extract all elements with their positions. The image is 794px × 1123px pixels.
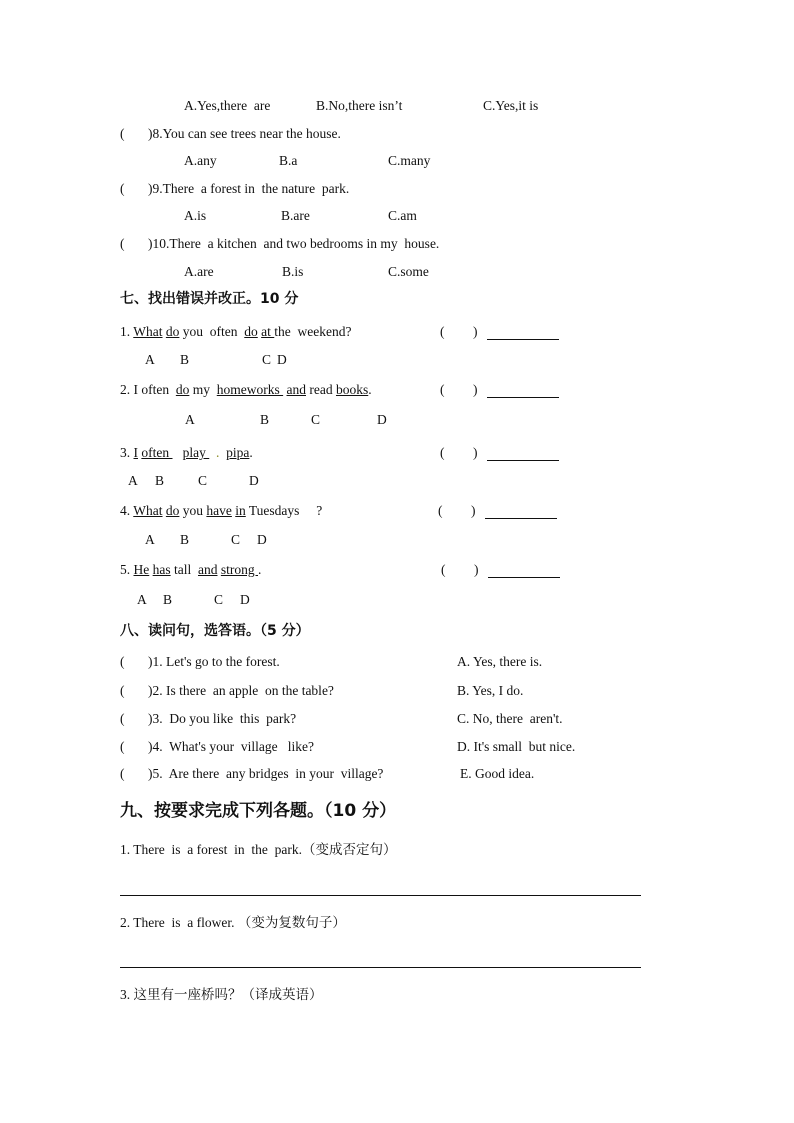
q7-option-b: B.No,there isn’t bbox=[316, 98, 403, 113]
underlined-segment: and bbox=[198, 562, 218, 577]
option-c: C.am bbox=[388, 208, 417, 223]
option-letter: B bbox=[260, 412, 270, 427]
underlined-segment: pipa bbox=[226, 445, 250, 460]
underlined-segment: do bbox=[165, 503, 180, 518]
sentence-segment: 1. bbox=[120, 324, 134, 339]
answer-line-1[interactable] bbox=[120, 895, 641, 896]
underlined-segment: at bbox=[261, 324, 275, 339]
option-b: B.a bbox=[279, 153, 298, 168]
answer-paren-open: ( bbox=[438, 503, 443, 518]
sentence-segment bbox=[173, 445, 183, 460]
sentence-segment: . bbox=[209, 445, 227, 460]
answer-paren: ( bbox=[120, 181, 125, 196]
option-letter: C bbox=[311, 412, 321, 427]
underlined-segment: do bbox=[165, 324, 180, 339]
option-letter: B bbox=[180, 352, 190, 367]
option-a: A.is bbox=[184, 208, 207, 223]
sentence-segment: . bbox=[368, 382, 372, 397]
option-letter: A bbox=[145, 532, 155, 547]
question-text: )1. Let's go to the forest. bbox=[148, 654, 280, 669]
option-a: A.any bbox=[184, 153, 217, 168]
answer-paren: ( bbox=[120, 654, 125, 669]
answer-paren-close: ) bbox=[471, 503, 476, 518]
answer-paren-close: ) bbox=[473, 324, 478, 339]
option-letter: D bbox=[240, 592, 250, 607]
correction-blank[interactable] bbox=[487, 397, 559, 398]
error-sentence bbox=[120, 503, 322, 519]
option-letter: C bbox=[231, 532, 241, 547]
error-sentence bbox=[120, 445, 253, 461]
option-a: A.are bbox=[184, 264, 214, 279]
answer-paren-open: ( bbox=[440, 324, 445, 339]
sentence-segment: . bbox=[249, 445, 253, 460]
option-letter: C bbox=[214, 592, 224, 607]
option-letter: A bbox=[145, 352, 155, 367]
question-text: )5. Are there any bridges in your village? bbox=[148, 766, 384, 781]
option-b: B.is bbox=[282, 264, 304, 279]
answer-paren: ( bbox=[120, 126, 125, 141]
question-text: )8.You can see trees near the house. bbox=[148, 126, 341, 141]
sentence-segment: Tuesdays ? bbox=[245, 503, 323, 518]
correction-blank[interactable] bbox=[488, 577, 560, 578]
q7-option-c: C.Yes,it is bbox=[483, 98, 539, 113]
underlined-segment: have bbox=[206, 503, 232, 518]
sentence-segment: . bbox=[258, 562, 262, 577]
sentence-segment: 2. I often bbox=[120, 382, 176, 397]
error-sentence bbox=[120, 562, 261, 578]
question-text: )10.There a kitchen and two bedrooms in my house. bbox=[148, 236, 440, 251]
sentence-segment: the weekend? bbox=[274, 324, 352, 339]
option-letter: D bbox=[377, 412, 387, 427]
answer-option: B. Yes, I do. bbox=[457, 683, 524, 698]
section-7-title: 七、找出错误并改正。10 分 bbox=[120, 291, 299, 307]
correction-blank[interactable] bbox=[487, 460, 559, 461]
answer-option: C. No, there aren't. bbox=[457, 711, 563, 726]
sentence-segment: read bbox=[306, 382, 336, 397]
sentence-segment: you bbox=[179, 503, 207, 518]
option-letter: B bbox=[180, 532, 190, 547]
option-letter: A bbox=[185, 412, 195, 427]
option-letter: A bbox=[137, 592, 147, 607]
answer-paren-open: ( bbox=[440, 445, 445, 460]
answer-paren-open: ( bbox=[441, 562, 446, 577]
answer-paren-open: ( bbox=[440, 382, 445, 397]
sentence-segment: my bbox=[189, 382, 217, 397]
option-letter: D bbox=[257, 532, 267, 547]
underlined-segment: What bbox=[133, 503, 163, 518]
answer-line-2[interactable] bbox=[120, 967, 641, 968]
question-text: )9.There a forest in the nature park. bbox=[148, 181, 350, 196]
sentence-segment: 3. bbox=[120, 445, 134, 460]
correction-blank[interactable] bbox=[485, 518, 557, 519]
option-b: B.are bbox=[281, 208, 310, 223]
option-letter: B bbox=[163, 592, 173, 607]
sentence-segment: 4. bbox=[120, 503, 134, 518]
option-c: C.some bbox=[388, 264, 429, 279]
correction-blank[interactable] bbox=[487, 339, 559, 340]
underlined-segment: and bbox=[286, 382, 306, 397]
question-text: )2. Is there an apple on the table? bbox=[148, 683, 334, 698]
error-sentence bbox=[120, 382, 372, 398]
option-letter: D bbox=[277, 352, 287, 367]
section-8-title: 八、读问句，选答语。（5 分） bbox=[120, 623, 310, 639]
answer-paren: ( bbox=[120, 739, 125, 754]
answer-option: D. It's small but nice. bbox=[457, 739, 576, 754]
sentence-segment: tall bbox=[170, 562, 198, 577]
question-text: )3. Do you like this park? bbox=[148, 711, 297, 726]
option-letter: A bbox=[128, 473, 138, 488]
answer-paren: ( bbox=[120, 236, 125, 251]
underlined-segment: strong bbox=[220, 562, 258, 577]
answer-paren-close: ) bbox=[473, 445, 478, 460]
option-c: C.many bbox=[388, 153, 431, 168]
error-sentence bbox=[120, 324, 351, 340]
option-letter: C bbox=[198, 473, 208, 488]
answer-paren: ( bbox=[120, 711, 125, 726]
option-letter: D bbox=[249, 473, 259, 488]
underlined-segment: do bbox=[244, 324, 258, 339]
task-3: 3. 这里有一座桥吗？（译成英语） bbox=[120, 987, 323, 1002]
answer-option: E. Good idea. bbox=[460, 766, 535, 781]
question-text: )4. What's your village like? bbox=[148, 739, 315, 754]
underlined-segment: play bbox=[182, 445, 210, 460]
option-letter: B bbox=[155, 473, 165, 488]
task-2: 2. There is a flower. （变为复数句子） bbox=[120, 915, 346, 930]
underlined-segment: often bbox=[141, 445, 173, 460]
sentence-segment: 5. bbox=[120, 562, 134, 577]
underlined-segment: He bbox=[133, 562, 150, 577]
answer-paren-close: ) bbox=[473, 382, 478, 397]
underlined-segment: in bbox=[235, 503, 246, 518]
section-9-title: 九、按要求完成下列各题。（10 分） bbox=[120, 801, 397, 821]
underlined-segment: What bbox=[133, 324, 163, 339]
answer-option: A. Yes, there is. bbox=[457, 654, 543, 669]
answer-paren: ( bbox=[120, 683, 125, 698]
answer-paren: ( bbox=[120, 766, 125, 781]
underlined-segment: do bbox=[175, 382, 190, 397]
answer-paren-close: ) bbox=[474, 562, 479, 577]
q7-option-a: A.Yes,there are bbox=[184, 98, 271, 113]
underlined-segment: books bbox=[335, 382, 369, 397]
task-1: 1. There is a forest in the park.（变成否定句） bbox=[120, 842, 397, 857]
sentence-segment: you often bbox=[179, 324, 245, 339]
underlined-segment: I bbox=[133, 445, 138, 460]
underlined-segment: homeworks bbox=[216, 382, 284, 397]
option-letter: C bbox=[262, 352, 272, 367]
underlined-segment: has bbox=[152, 562, 171, 577]
